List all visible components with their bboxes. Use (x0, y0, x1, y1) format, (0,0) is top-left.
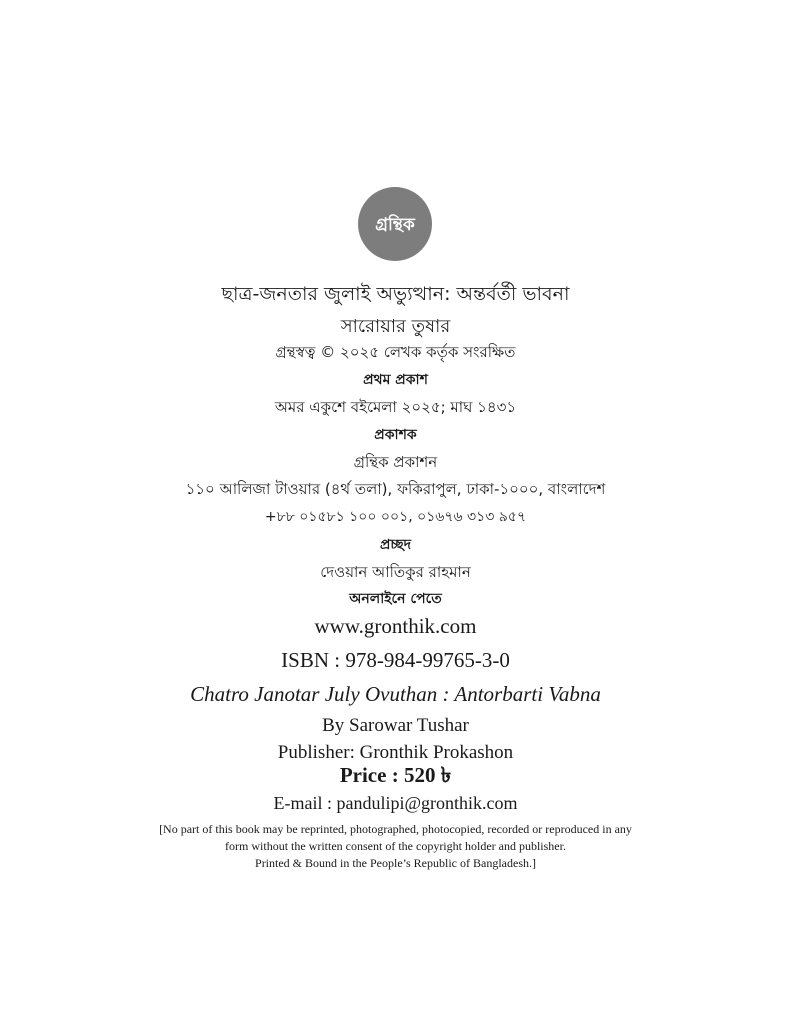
bangla-copyright: গ্রন্থস্বত্ব © ২০২৫ লেখক কর্তৃক সংরক্ষিত (275, 343, 516, 361)
rights-notice-line-1: [No part of this book may be reprinted, photographed, photocopied, recorded or reproduced in any (159, 822, 632, 836)
logo-text: গ্রন্থিক (375, 215, 415, 235)
first-edition-info: অমর একুশে বইমেলা ২০২৫; মাঘ ১৪৩১ (274, 398, 517, 416)
email[interactable]: E-mail : pandulipi@gronthik.com (273, 793, 518, 813)
isbn: ISBN : 978-984-99765-3-0 (281, 648, 510, 672)
website-link[interactable]: www.gronthik.com (314, 614, 477, 638)
first-edition-heading: প্রথম প্রকাশ (363, 372, 428, 388)
bangla-author: সারোয়ার তুষার (340, 316, 451, 337)
rights-notice-line-2: form without the written consent of the copyright holder and publisher. (225, 839, 566, 853)
publisher-address: ১১০ আলিজা টাওয়ার (৪র্থ তলা), ফকিরাপুল, ঢাকা-১০০০, বাংলাদেশ (185, 480, 606, 498)
online-heading: অনলাইনে পেতে (349, 591, 442, 607)
publisher-heading: প্রকাশক (374, 427, 417, 443)
bangla-publisher-name: গ্রন্থিক প্রকাশন (353, 453, 438, 471)
rights-notice-line-3: Printed & Bound in the People’s Republic of Bangladesh.] (255, 856, 536, 870)
publisher-phone: +৮৮ ০১৫৮১ ১০০ ০০১, ০১৬৭৬ ৩১৩ ৯৫৭ (264, 509, 527, 525)
price: Price : 520 ৳ (339, 763, 452, 787)
publisher-logo (357, 186, 433, 262)
bangla-book-title: ছাত্র-জনতার জুলাই অভ্যুত্থান: অন্তর্বর্তী ভাবনা (221, 283, 570, 305)
cover-heading: প্রচ্ছদ (379, 537, 412, 553)
english-byline: By Sarowar Tushar (322, 715, 469, 736)
cover-artist: দেওয়ান আতিকুর রাহমান (320, 563, 471, 581)
english-publisher: Publisher: Gronthik Prokashon (277, 742, 514, 763)
english-book-title: Chatro Janotar July Ovuthan : Antorbarti Vabna (190, 682, 601, 706)
